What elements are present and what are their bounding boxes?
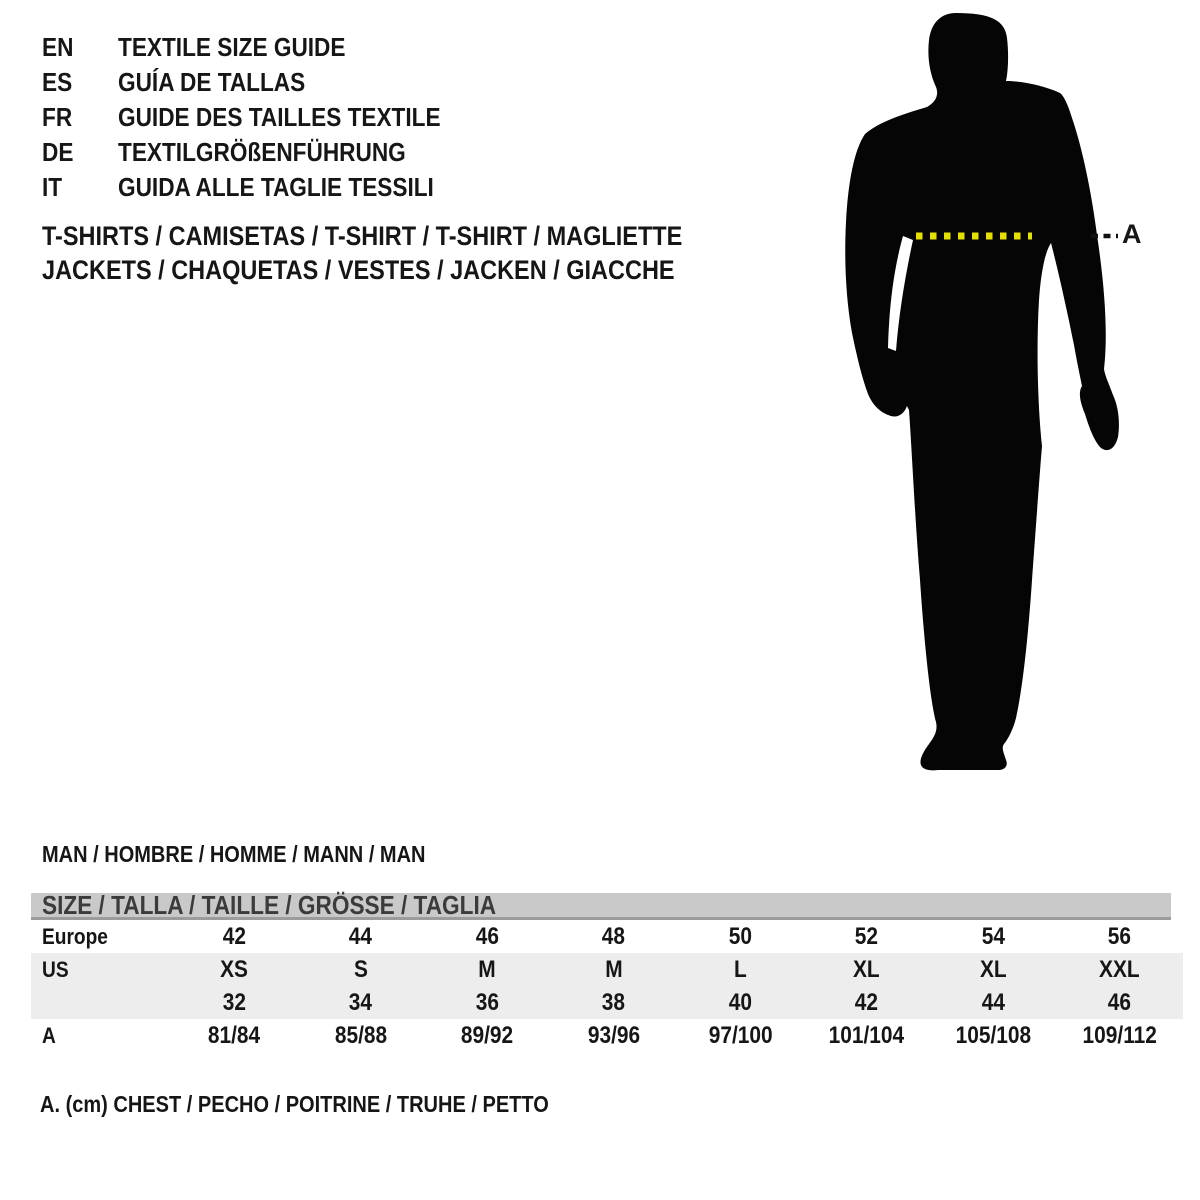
cell-value: XXL [1099, 955, 1141, 983]
row-label-text: US [42, 956, 69, 982]
man-silhouette-figure [820, 0, 1200, 800]
table-cell [677, 956, 804, 984]
measurement-footnote-text: A. (cm) CHEST / PECHO / POITRINE / TRUHE / PETTO [40, 1091, 549, 1117]
table-cell [551, 1022, 678, 1050]
cell-value: 50 [728, 922, 752, 950]
section-title [42, 841, 483, 868]
cell-value: 56 [1108, 922, 1132, 950]
cell-value: 105/108 [955, 1021, 1031, 1049]
cell-value: 34 [349, 988, 373, 1016]
table-row [31, 953, 1183, 986]
cell-value: 42 [222, 922, 246, 950]
table-cell [298, 956, 425, 984]
table-cell [298, 989, 425, 1017]
language-title: GUIDE DES TAILLES TEXTILE [118, 102, 441, 132]
table-cell [1057, 956, 1184, 984]
table-cell [804, 989, 931, 1017]
table-cell [677, 923, 804, 951]
table-cell [551, 989, 678, 1017]
cell-value: 93/96 [587, 1021, 640, 1049]
language-code [42, 170, 118, 205]
row-label [31, 1023, 171, 1049]
table-cell [930, 1022, 1057, 1050]
cell-value: 46 [1108, 988, 1132, 1016]
table-cell [171, 923, 298, 951]
cell-value: 54 [981, 922, 1005, 950]
language-code-text: DE [42, 137, 74, 167]
cell-value: XL [853, 955, 881, 983]
cell-value: 81/84 [208, 1021, 261, 1049]
category-line [42, 219, 778, 253]
language-row [42, 170, 489, 205]
table-cell [804, 956, 931, 984]
row-label-text: Europe [42, 923, 108, 949]
table-row [31, 1019, 1183, 1052]
category-line-text: T-SHIRTS / CAMISETAS / T-SHIRT / T-SHIRT / MAGLIETTE [42, 221, 683, 251]
language-title: TEXTILGRÖßENFÜHRUNG [118, 137, 406, 167]
language-code-text: FR [42, 102, 73, 132]
language-code [42, 100, 118, 135]
cell-value: 48 [602, 922, 626, 950]
cell-value: S [353, 955, 368, 983]
cell-value: 38 [602, 988, 626, 1016]
row-label-text: A [42, 1022, 56, 1048]
table-cell [171, 989, 298, 1017]
table-cell [677, 1022, 804, 1050]
cell-value: 40 [728, 988, 752, 1016]
language-code-text: EN [42, 32, 74, 62]
cell-value: 97/100 [708, 1021, 773, 1049]
measure-marker-label: A [1122, 219, 1142, 249]
cell-value: 36 [475, 988, 499, 1016]
language-title: GUIDA ALLE TAGLIE TESSILI [118, 172, 434, 202]
table-cell [424, 989, 551, 1017]
language-code-text: IT [42, 172, 63, 202]
table-row [31, 986, 1183, 1019]
table-cell [424, 956, 551, 984]
table-cell [298, 923, 425, 951]
language-title: GUÍA DE TALLAS [118, 67, 306, 97]
language-code [42, 65, 118, 100]
language-row [42, 100, 489, 135]
row-label [31, 957, 171, 983]
table-cell [171, 956, 298, 984]
cell-value: M [478, 955, 496, 983]
section-title-text: MAN / HOMBRE / HOMME / MANN / MAN [42, 841, 426, 867]
table-cell [1057, 989, 1184, 1017]
cell-value: 85/88 [334, 1021, 387, 1049]
table-cell [551, 923, 678, 951]
cell-value: 52 [855, 922, 879, 950]
table-cell [930, 989, 1057, 1017]
table-cell [298, 1022, 425, 1050]
table-cell [424, 1022, 551, 1050]
language-title: TEXTILE SIZE GUIDE [118, 32, 346, 62]
row-label [31, 990, 171, 1016]
cell-value: 101/104 [828, 1021, 905, 1049]
cell-value: 42 [855, 988, 879, 1016]
table-cell [551, 956, 678, 984]
cell-value: 89/92 [461, 1021, 514, 1049]
language-row [42, 30, 489, 65]
category-list [42, 219, 778, 287]
cell-value: XL [979, 955, 1007, 983]
language-code [42, 135, 118, 170]
category-line-text: JACKETS / CHAQUETAS / VESTES / JACKEN / GIACCHE [42, 255, 675, 285]
cell-value: 109/112 [1082, 1021, 1157, 1049]
cell-value: 44 [349, 922, 373, 950]
language-row [42, 135, 489, 170]
table-row [31, 920, 1183, 953]
cell-value: M [605, 955, 623, 983]
cell-value: XS [220, 955, 249, 983]
cell-value: 44 [981, 988, 1005, 1016]
table-cell [677, 989, 804, 1017]
table-cell [424, 923, 551, 951]
row-label [31, 924, 171, 950]
size-table-header [31, 889, 1171, 920]
man-silhouette [845, 13, 1119, 770]
table-cell [804, 1022, 931, 1050]
language-row [42, 65, 489, 100]
table-cell [1057, 923, 1184, 951]
table-cell [804, 923, 931, 951]
measurement-footnote [40, 1091, 625, 1118]
table-cell [930, 956, 1057, 984]
table-cell [930, 923, 1057, 951]
language-list [42, 30, 489, 205]
size-table [31, 889, 1183, 1052]
table-cell [1057, 1022, 1184, 1050]
cell-value: L [733, 955, 747, 983]
language-code-text: ES [42, 67, 73, 97]
size-table-body [31, 920, 1183, 1052]
size-table-header-text: SIZE / TALLA / TAILLE / GRÖSSE / TAGLIA [42, 889, 497, 920]
table-cell [171, 1022, 298, 1050]
language-code [42, 30, 118, 65]
cell-value: 32 [222, 988, 246, 1016]
cell-value: 46 [475, 922, 499, 950]
category-line [42, 253, 778, 287]
